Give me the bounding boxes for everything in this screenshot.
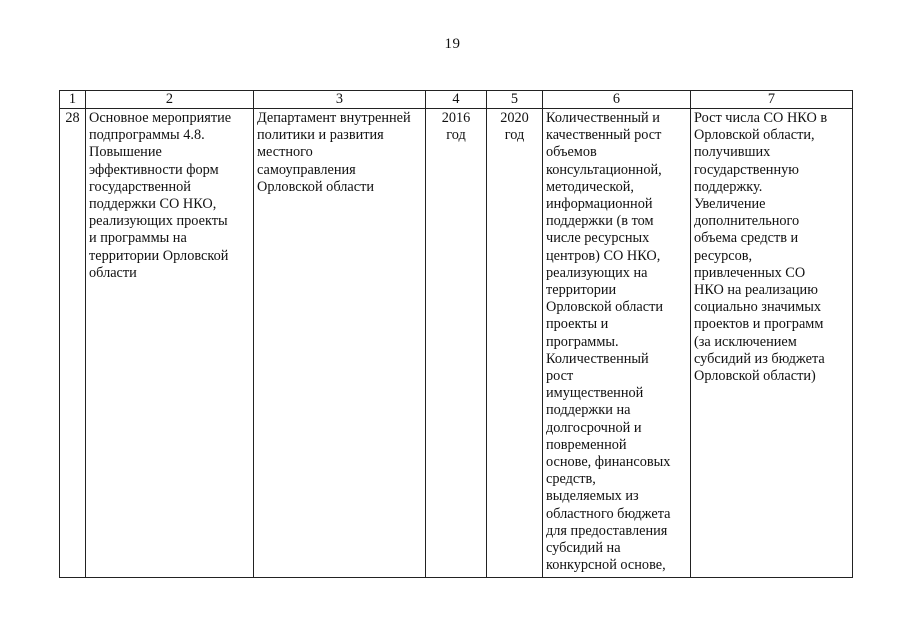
column-header: 7	[691, 91, 853, 109]
column-header: 5	[487, 91, 543, 109]
start-year-cell: 2016 год	[426, 109, 487, 578]
column-header: 6	[543, 91, 691, 109]
measures-table	[59, 90, 853, 578]
column-header: 3	[254, 91, 426, 109]
end-year-cell: 2020 год	[487, 109, 543, 578]
executor-cell: Департамент внутренней политики и развития местного самоуправления Орловской области	[254, 109, 426, 578]
column-header: 4	[426, 91, 487, 109]
column-header: 2	[86, 91, 254, 109]
row-number-cell: 28	[60, 109, 86, 578]
indicator-cell: Рост числа СО НКО в Орловской области, получивших государственную поддержку. Увеличение дополнительного объема средств и ресурсов, привлеченных СО НКО на реализацию социально значимых проектов и программ (за исключением субсидий из бюджета Орловской области)	[691, 109, 853, 578]
page-number: 19	[444, 36, 461, 52]
event-name-cell: Основное мероприятие подпрограммы 4.8. Повышение эффективности форм государственной поддержки СО НКО, реализующих проекты и программы на территории Орловской области	[86, 109, 254, 578]
column-header: 1	[60, 91, 86, 109]
table-row	[60, 109, 853, 578]
table-header-row	[60, 91, 853, 109]
expected-result-cell: Количественный и качественный рост объемов консультационной, методической, информационной поддержки (в том числе ресурсных центров) СО НКО, реализующих на территории Орловской области проекты и программы. Количественный рост имущественной поддержки на долгосрочной и повременной основе, финансовых средств, выделяемых из областного бюджета для предоставления субсидий на конкурсной основе,	[543, 109, 691, 578]
